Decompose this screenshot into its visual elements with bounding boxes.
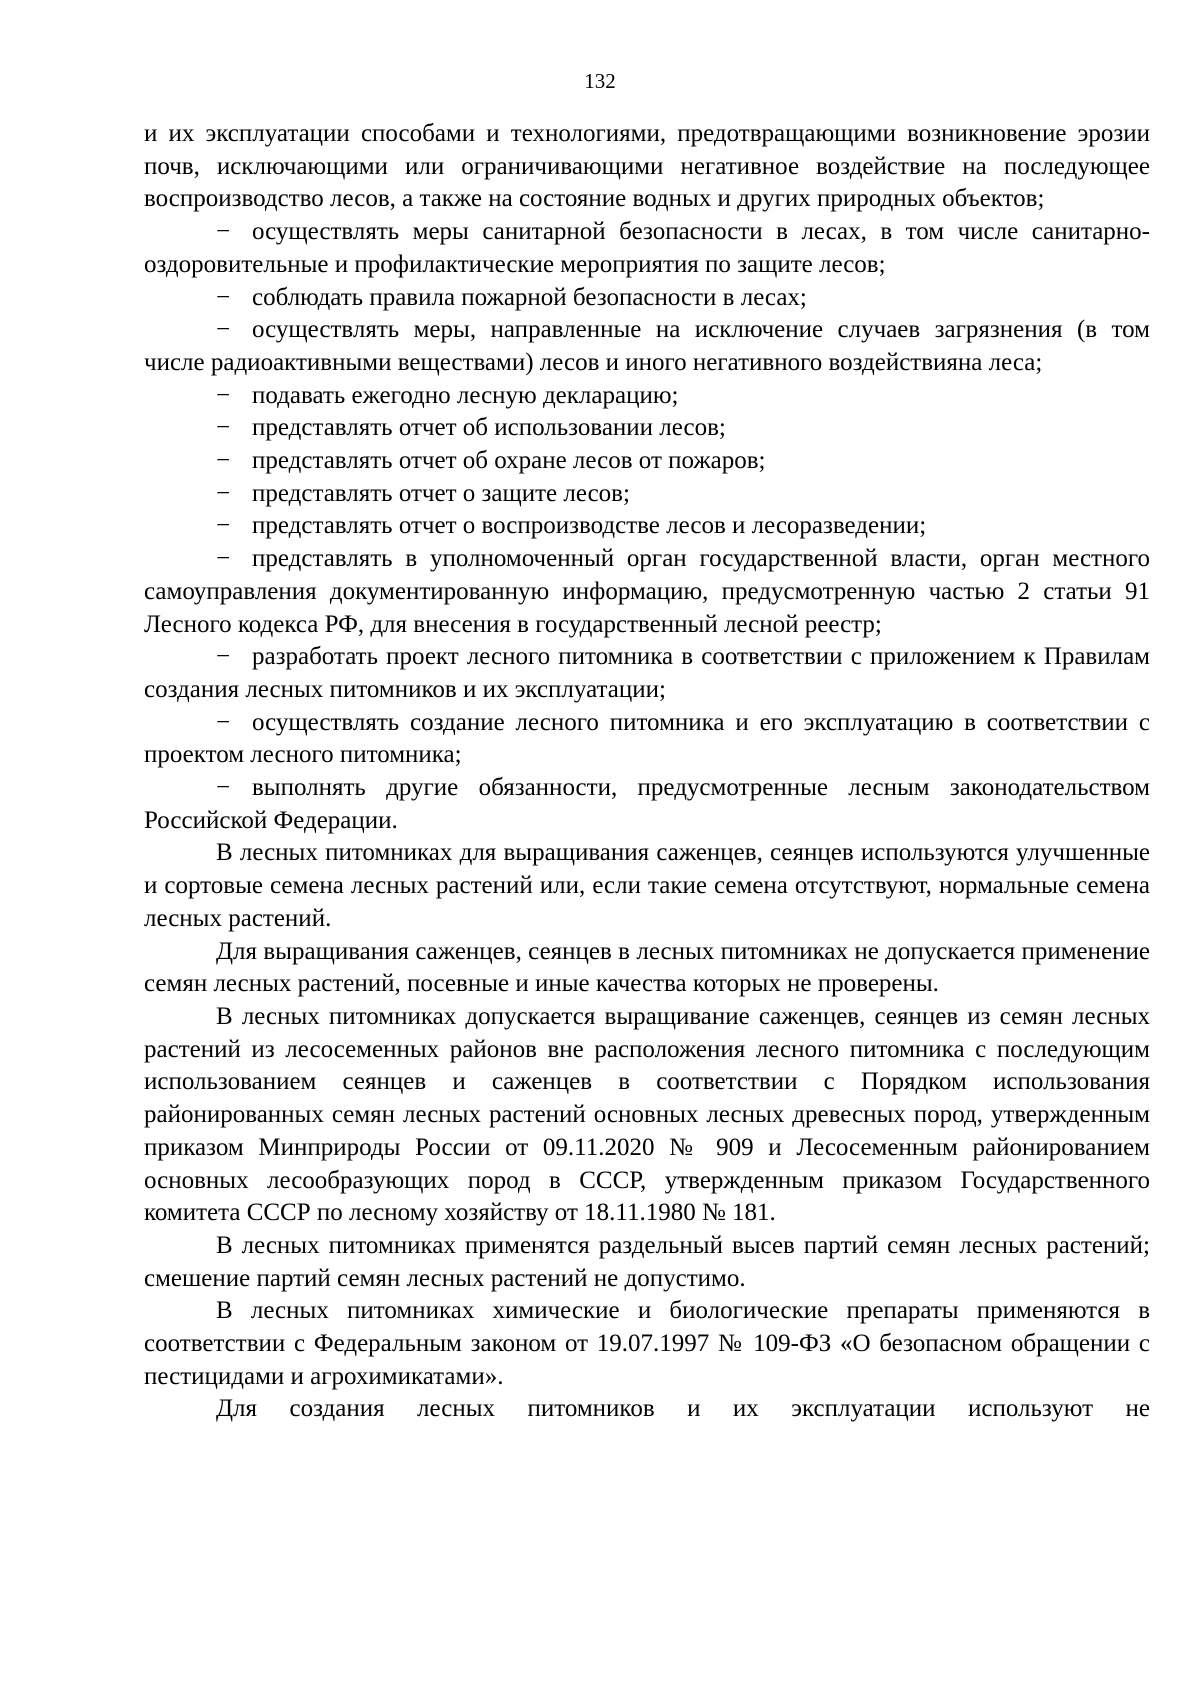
list-item-text: соблюдать правила пожарной безопасности в лесах; — [252, 283, 807, 311]
dash-bullet: − — [216, 479, 231, 507]
list-item — [144, 478, 1150, 511]
body-paragraph: В лесных питомниках применятся раздельный высев партий семян лесных растений; смешение партий семян лесных растений не допустимо. — [144, 1231, 1150, 1292]
body-paragraph-continued: Для создания лесных питомников и их эксплуатации используют не — [216, 1395, 1150, 1423]
body-paragraph: В лесных питомниках допускается выращивание саженцев, сеянцев из семян лесных растений из лесосеменных районов вне расположения лесного питомника с последующим использованием сеянцев и саженцев в соответствии с Порядком использования районированных семян лесных растений основных лесных древесных пород, утвержденным приказом Минприроды России от 09.11.2020 № 909 и Лесосеменным районированием основных лесообразующих пород в СССР, утвержденным приказом Государственного комитета СССР по лесному хозяйству от 18.11.1980 № 181. — [144, 1002, 1150, 1227]
dash-bullet: − — [216, 512, 231, 540]
dash-bullet: − — [216, 218, 231, 246]
list-item — [144, 510, 1150, 543]
dash-bullet: − — [216, 414, 231, 442]
list-item — [144, 707, 1150, 772]
dash-bullet: − — [216, 381, 231, 409]
list-item — [144, 445, 1150, 478]
dash-bullet: − — [216, 708, 231, 736]
list-item-text: осуществлять меры санитарной безопасности в лесах, в том числе санитарно-оздоровительные и профилактические мероприятия по защите лесов; — [144, 218, 1150, 278]
page-number: 132 — [584, 69, 616, 93]
dash-bullet: − — [216, 447, 231, 475]
list-item — [144, 772, 1150, 837]
list-item-text: представлять отчет об охране лесов от пожаров; — [252, 447, 766, 475]
body-paragraph: Для выращивания саженцев, сеянцев в лесных питомниках не допускается применение семян лесных растений, посевные и иные качества которых не проверены. — [144, 937, 1150, 998]
list-item-text: подавать ежегодно лесную декларацию; — [252, 381, 679, 409]
list-item — [144, 314, 1150, 379]
list-item — [144, 641, 1150, 706]
list-item-text: выполнять другие обязанности, предусмотренные лесным законодательством Российской Федерации. — [144, 774, 1150, 834]
list-item-text: представлять отчет о защите лесов; — [252, 479, 630, 507]
dash-bullet: − — [216, 774, 231, 802]
dash-bullet: − — [216, 316, 231, 344]
list-item-text: разработать проект лесного питомника в соответствии с приложением к Правилам создания лесных питомников и их эксплуатации; — [144, 643, 1150, 703]
dash-bullet: − — [216, 283, 231, 311]
list-item-text: осуществлять меры, направленные на исключение случаев загрязнения (в том числе радиоактивными веществами) лесов и иного негативного воздействияна леса; — [144, 316, 1150, 376]
list-item-text: представлять отчет о воспроизводстве лесов и лесоразведении; — [252, 512, 927, 540]
dash-bullet: − — [216, 545, 231, 573]
list-item — [144, 543, 1150, 641]
list-item — [144, 380, 1150, 413]
list-item-text: представлять отчет об использовании лесов; — [252, 414, 726, 442]
list-item-text: представлять в уполномоченный орган государственной власти, орган местного самоуправления документированную информацию, предусмотренную частью 2 статьи 91 Лесного кодекса РФ, для внесения в государственный лесной реестр; — [144, 545, 1150, 638]
list-item — [144, 412, 1150, 445]
document-body — [144, 118, 1150, 1426]
list-item-text: осуществлять создание лесного питомника и его эксплуатацию в соответствии с проектом лесного питомника; — [144, 708, 1150, 769]
body-paragraph: В лесных питомниках для выращивания саженцев, сеянцев используются улучшенные и сортовые семена лесных растений или, если такие семена отсутствуют, нормальные семена лесных растений. — [144, 839, 1150, 932]
list-item — [144, 216, 1150, 281]
dash-bullet: − — [216, 643, 231, 671]
opening-paragraph: и их эксплуатации способами и технологиями, предотвращающими возникновение эрозии почв, исключающими или ограничивающими негативное воздействие на последующее воспроизводство лесов, а также на состояние водных и других природных объектов; — [144, 120, 1150, 213]
list-item — [144, 282, 1150, 315]
body-paragraph: В лесных питомниках химические и биологические препараты применяются в соответствии с Федеральным законом от 19.07.1997 № 109-ФЗ «О безопасном обращении с пестицидами и агрохимикатами». — [144, 1297, 1150, 1390]
